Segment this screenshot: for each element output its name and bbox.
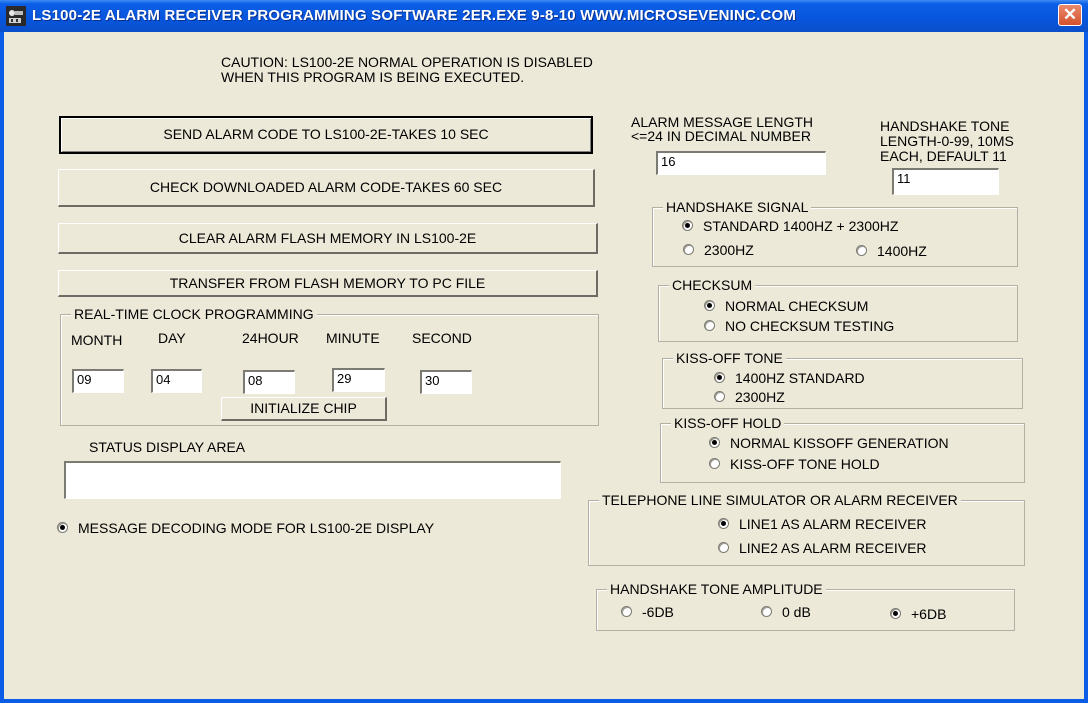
handshake-length-label-1: HANDSHAKE TONE	[880, 118, 1010, 134]
day-input[interactable]: 04	[151, 369, 202, 393]
close-icon: ✕	[1062, 5, 1078, 24]
radio-selected-icon	[709, 437, 720, 448]
second-input[interactable]: 30	[420, 370, 472, 394]
handshake-1400-label: 1400HZ	[877, 243, 927, 259]
send-alarm-code-button[interactable]	[59, 116, 593, 154]
radio-selected-icon	[714, 372, 725, 383]
radio-unselected-icon	[714, 391, 725, 402]
checksum-normal-label: NORMAL CHECKSUM	[725, 298, 869, 314]
send-alarm-code-label: SEND ALARM CODE TO LS100-2E-TAKES 10 SEC	[163, 126, 489, 142]
kissoff-normal-label: NORMAL KISSOFF GENERATION	[730, 435, 949, 451]
window-title: LS100-2E ALARM RECEIVER PROGRAMMING SOFTWARE 2ER.EXE 9-8-10 WWW.MICROSEVENINC.COM	[32, 7, 797, 24]
minute-label: MINUTE	[326, 330, 380, 346]
amplitude-0-label: 0 dB	[782, 604, 811, 620]
transfer-flash-button[interactable]	[58, 270, 598, 297]
radio-selected-icon	[57, 522, 68, 533]
hour-label: 24HOUR	[242, 330, 299, 346]
radio-selected-icon	[890, 608, 901, 619]
day-label: DAY	[158, 330, 186, 346]
rtc-group-title: REAL-TIME CLOCK PROGRAMMING	[71, 306, 317, 322]
handshake-2300-label: 2300HZ	[704, 242, 754, 258]
radio-selected-icon	[704, 300, 715, 311]
alarm-length-label-1: ALARM MESSAGE LENGTH	[631, 114, 814, 130]
hour-input[interactable]: 08	[243, 370, 295, 394]
close-button[interactable]	[1058, 4, 1082, 26]
checksum-title: CHECKSUM	[669, 277, 755, 293]
app-icon	[6, 6, 26, 26]
radio-unselected-icon	[621, 606, 632, 617]
handshake-standard-label: STANDARD 1400HZ + 2300HZ	[703, 218, 899, 234]
handshake-length-label-2: LENGTH-0-99, 10MS	[880, 133, 1014, 149]
kissoff-tone-title: KISS-OFF TONE	[673, 350, 786, 366]
minute-input[interactable]: 29	[332, 368, 385, 392]
amplitude-plus6-label: +6DB	[911, 606, 947, 622]
check-alarm-code-label: CHECK DOWNLOADED ALARM CODE-TAKES 60 SEC	[149, 179, 503, 195]
clear-flash-label: CLEAR ALARM FLASH MEMORY IN LS100-2E	[178, 230, 477, 246]
handshake-length-input[interactable]: 11	[892, 168, 999, 195]
kissoff-2300-label: 2300HZ	[735, 389, 785, 405]
handshake-signal-title: HANDSHAKE SIGNAL	[663, 199, 811, 215]
title-bar[interactable]	[0, 0, 1088, 32]
handshake-length-label-3: EACH, DEFAULT 11	[880, 148, 1007, 164]
client-area	[4, 32, 1084, 699]
amplitude-title: HANDSHAKE TONE AMPLITUDE	[607, 581, 826, 597]
radio-unselected-icon	[761, 606, 772, 617]
kissoff-hold-group	[660, 415, 1025, 483]
caution-line-2: WHEN THIS PROGRAM IS BEING EXECUTED.	[221, 69, 525, 85]
status-display	[64, 461, 561, 499]
checksum-none-label: NO CHECKSUM TESTING	[725, 318, 895, 334]
second-label: SECOND	[412, 330, 472, 346]
caution-line-1: CAUTION: LS100-2E NORMAL OPERATION IS DISABLED	[221, 54, 593, 70]
line1-label: LINE1 AS ALARM RECEIVER	[739, 516, 927, 532]
kissoff-hold-label: KISS-OFF TONE HOLD	[730, 456, 880, 472]
radio-unselected-icon	[704, 320, 715, 331]
month-input[interactable]: 09	[72, 369, 124, 393]
month-label: MONTH	[71, 332, 123, 348]
clear-flash-button[interactable]	[58, 223, 598, 254]
check-alarm-code-button[interactable]	[58, 169, 595, 207]
transfer-flash-label: TRANSFER FROM FLASH MEMORY TO PC FILE	[169, 275, 486, 291]
radio-selected-icon	[718, 518, 729, 529]
kissoff-hold-title: KISS-OFF HOLD	[671, 415, 784, 431]
radio-selected-icon	[682, 220, 693, 231]
message-decoding-label: MESSAGE DECODING MODE FOR LS100-2E DISPLAY	[78, 520, 435, 536]
radio-unselected-icon	[683, 244, 694, 255]
radio-unselected-icon	[856, 245, 867, 256]
radio-unselected-icon	[709, 458, 720, 469]
phone-line-title: TELEPHONE LINE SIMULATOR OR ALARM RECEIVER	[599, 492, 961, 508]
alarm-length-input[interactable]: 16	[656, 151, 826, 175]
kissoff-1400-label: 1400HZ STANDARD	[735, 370, 865, 386]
handshake-signal-group	[652, 199, 1018, 267]
amplitude-minus6-label: -6DB	[642, 604, 674, 620]
phone-line-group	[588, 492, 1025, 566]
initialize-chip-button[interactable]	[221, 397, 387, 421]
radio-unselected-icon	[718, 542, 729, 553]
status-label: STATUS DISPLAY AREA	[89, 439, 246, 455]
line2-label: LINE2 AS ALARM RECEIVER	[739, 540, 927, 556]
initialize-chip-label: INITIALIZE CHIP	[250, 400, 357, 416]
alarm-length-label-2: <=24 IN DECIMAL NUMBER	[631, 128, 811, 144]
